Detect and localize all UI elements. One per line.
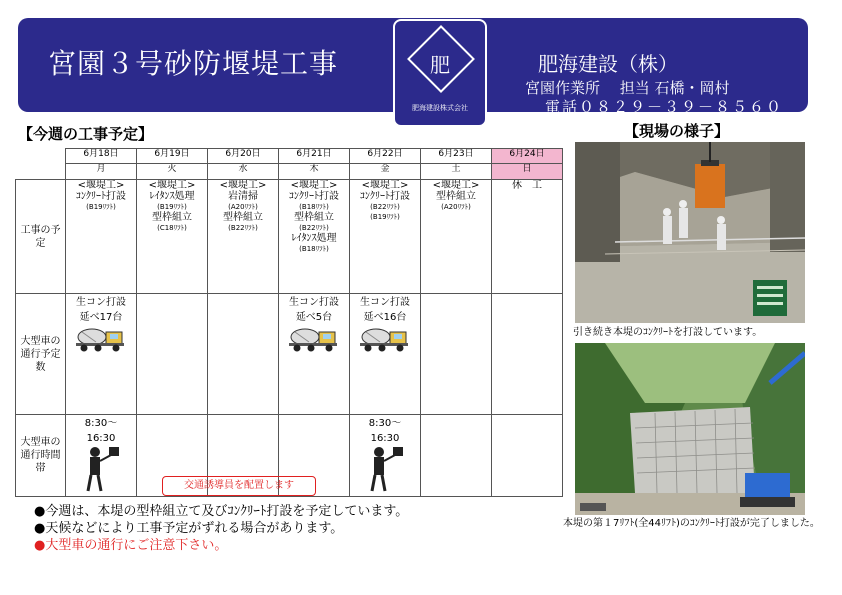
site-photo-dam-wall — [575, 343, 805, 515]
hours-from: 8:30～ — [368, 418, 402, 429]
trucks-row — [16, 294, 563, 415]
plan-item: (B19ﾘﾌﾄ) — [370, 213, 400, 221]
plan-item: 型枠組立 — [436, 191, 476, 202]
hours-to: 16:30 — [370, 433, 400, 444]
plan-item: <堰堤工> — [148, 180, 196, 191]
weekday-cell: 水 — [208, 164, 279, 180]
truck-purpose: 生コン打設 — [360, 297, 410, 308]
plan-item: (B19ﾘﾌﾄ) — [86, 203, 116, 211]
hours-cell — [421, 415, 492, 497]
plan-cell — [492, 180, 563, 294]
weekday-row — [16, 164, 563, 180]
plan-item: (B19ﾘﾌﾄ) — [157, 203, 187, 211]
plan-item: <堰堤工> — [432, 180, 480, 191]
bullet-list — [34, 503, 408, 554]
plan-item: <堰堤工> — [361, 180, 409, 191]
plan-item: ｺﾝｸﾘｰﾄ打設 — [289, 191, 339, 202]
plan-cell — [279, 180, 350, 294]
photo-caption-1: 引き続き本堤のｺﾝｸﾘｰﾄを打設しています。 — [573, 327, 763, 338]
date-cell: 6月23日 — [421, 149, 492, 164]
plan-item: (A20ﾘﾌﾄ) — [441, 203, 471, 211]
truck-count: 延べ16台 — [363, 312, 407, 323]
site-title: 【現場の様子】 — [624, 122, 730, 140]
trucks-cell — [421, 294, 492, 415]
plan-item: (B22ﾘﾌﾄ) — [370, 203, 400, 211]
plan-item: (B18ﾘﾌﾄ) — [299, 245, 329, 253]
hours-to: 16:30 — [86, 433, 116, 444]
truck-count: 延べ5台 — [295, 312, 333, 323]
weekday-cell: 火 — [137, 164, 208, 180]
date-cell: 6月22日 — [350, 149, 421, 164]
date-cell: 6月19日 — [137, 149, 208, 164]
truck-purpose: 生コン打設 — [76, 297, 126, 308]
photo-caption-2: 本堤の第１7ﾘﾌﾄ(全44ﾘﾌﾄ)のｺﾝｸﾘｰﾄ打設が完了しました。 — [563, 518, 820, 529]
mixer-truck-icon — [350, 326, 420, 352]
plan-item: (C18ﾘﾌﾄ) — [157, 224, 187, 232]
traffic-guide-notice: 交通誘導員を配置します — [162, 476, 316, 496]
weekday-cell: 土 — [421, 164, 492, 180]
plan-item: ﾚｲﾀﾝｽ処理 — [291, 233, 337, 244]
trucks-cell — [279, 294, 350, 415]
company-name: 肥海建設（株） — [538, 52, 678, 76]
flagman-icon — [350, 445, 420, 495]
plan-cell — [421, 180, 492, 294]
plan-item: ﾚｲﾀﾝｽ処理 — [149, 191, 195, 202]
date-row — [16, 149, 563, 164]
weekday-cell: 木 — [279, 164, 350, 180]
plan-cell — [137, 180, 208, 294]
date-cell: 6月18日 — [66, 149, 137, 164]
plan-item: 型枠組立 — [294, 212, 334, 223]
row-label-trucks: 大型車の通行予定数 — [16, 294, 66, 415]
plan-item: 型枠組立 — [223, 212, 263, 223]
plan-item: (B22ﾘﾌﾄ) — [228, 224, 258, 232]
logo-mark: 肥 — [430, 53, 450, 77]
trucks-cell — [208, 294, 279, 415]
plan-row — [16, 180, 563, 294]
trucks-cell — [350, 294, 421, 415]
company-logo — [393, 19, 487, 127]
plan-cell — [66, 180, 137, 294]
bullet-item: ●今週は、本堤の型枠組立て及びｺﾝｸﾘｰﾄ打設を予定しています。 — [34, 504, 409, 519]
mixer-truck-icon — [66, 326, 136, 352]
truck-count: 延べ17台 — [79, 312, 123, 323]
row-label-hours: 大型車の通行時間帯 — [16, 415, 66, 497]
weekday-cell: 日 — [492, 164, 563, 180]
mixer-truck-icon — [279, 326, 349, 352]
plan-item: (B22ﾘﾌﾄ) — [299, 224, 329, 232]
trucks-cell — [137, 294, 208, 415]
plan-item: ｺﾝｸﾘｰﾄ打設 — [360, 191, 410, 202]
plan-item: (B18ﾘﾌﾄ) — [299, 203, 329, 211]
office-info: 宮園作業所 担当 石橋・岡村 — [525, 79, 730, 97]
row-label-plan: 工事の予定 — [16, 180, 66, 294]
hours-cell — [66, 415, 137, 497]
trucks-cell — [492, 294, 563, 415]
plan-cell — [350, 180, 421, 294]
plan-item: <堰堤工> — [77, 180, 125, 191]
schedule-title: 【今週の工事予定】 — [18, 125, 154, 143]
plan-item: 休 工 — [512, 180, 542, 191]
date-cell: 6月24日 — [492, 149, 563, 164]
plan-item: 岩清掃 — [228, 191, 258, 202]
trucks-cell — [66, 294, 137, 415]
plan-item: <堰堤工> — [290, 180, 338, 191]
plan-item: 型枠組立 — [152, 212, 192, 223]
weekday-cell: 金 — [350, 164, 421, 180]
flagman-icon — [66, 445, 136, 495]
plan-item: ｺﾝｸﾘｰﾄ打設 — [76, 191, 126, 202]
hours-from: 8:30～ — [84, 418, 118, 429]
corner-cell — [16, 149, 66, 180]
weekday-cell: 月 — [66, 164, 137, 180]
plan-cell — [208, 180, 279, 294]
site-photo-concrete-pour — [575, 142, 805, 323]
bullet-item: ●天候などにより工事予定がずれる場合があります。 — [34, 521, 344, 536]
date-cell: 6月20日 — [208, 149, 279, 164]
date-cell: 6月21日 — [279, 149, 350, 164]
plan-item: <堰堤工> — [219, 180, 267, 191]
logo-company-text: 肥海建設株式会社 — [412, 104, 468, 112]
phone-number: 電話０８２９－３９－８５６０ — [545, 98, 784, 116]
plan-item: (A20ﾘﾌﾄ) — [228, 203, 258, 211]
truck-purpose: 生コン打設 — [289, 297, 339, 308]
hours-cell — [492, 415, 563, 497]
hours-cell — [350, 415, 421, 497]
bullet-item-warning: ●大型車の通行にご注意下さい。 — [34, 538, 228, 553]
schedule-table — [15, 148, 563, 497]
page-title: 宮園３号砂防堰堤工事 — [48, 47, 339, 80]
